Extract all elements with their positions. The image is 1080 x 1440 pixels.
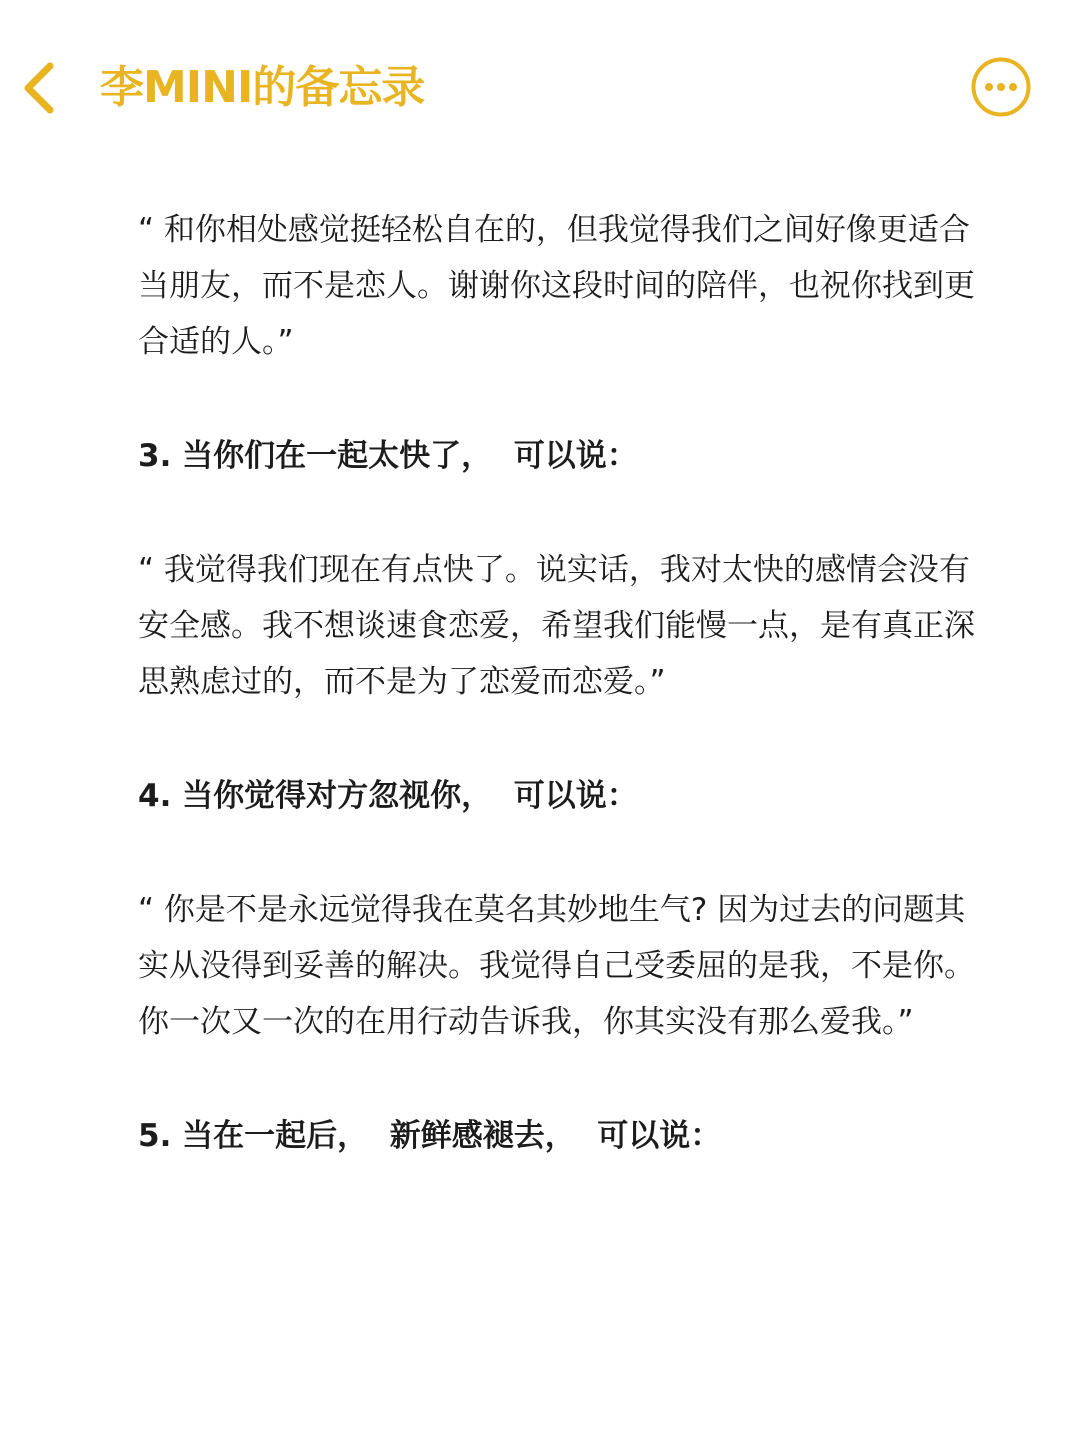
nav-bar bbox=[0, 0, 1080, 175]
section-heading: 3. 当你们在一起太快了， 可以说： bbox=[138, 438, 638, 474]
ellipsis-circle-icon bbox=[970, 56, 1032, 118]
section-heading: 5. 当在一起后， 新鲜感褪去， 可以说： bbox=[138, 1118, 722, 1154]
more-button[interactable] bbox=[970, 56, 1032, 118]
page-title: 李MINI的备忘录 bbox=[100, 62, 425, 113]
section-heading: 4. 当你觉得对方忽视你， 可以说： bbox=[138, 778, 638, 814]
quote-paragraph: “ 和你相处感觉挺轻松自在的，但我觉得我们之间好像更适合当朋友，而不是恋人。谢谢你这段时间的陪伴，也祝你找到更合适的人。” bbox=[138, 212, 975, 360]
chevron-left-icon bbox=[18, 58, 62, 118]
back-button[interactable] bbox=[18, 58, 62, 118]
quote-paragraph: “ 我觉得我们现在有点快了。说实话，我对太快的感情会没有安全感。我不想谈速食恋爱，希望我们能慢一点，是有真正深思熟虑过的，而不是为了恋爱而恋爱。” bbox=[138, 552, 975, 700]
quote-paragraph: “ 你是不是永远觉得我在莫名其妙地生气? 因为过去的问题其实从没得到妥善的解决。我觉得自己受委屈的是我，不是你。你一次又一次的在用行动告诉我，你其实没有那么爱我。” bbox=[138, 892, 975, 1040]
memo-body bbox=[138, 202, 978, 1164]
